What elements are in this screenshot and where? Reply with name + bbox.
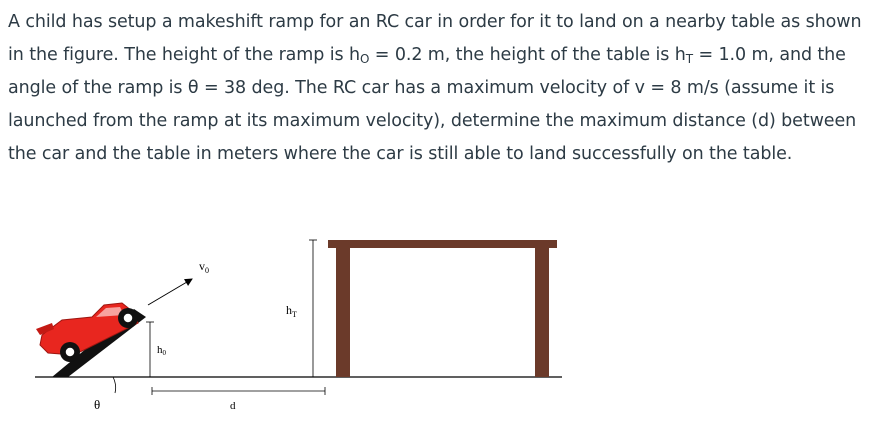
- theta-arc: [113, 377, 116, 393]
- problem-text-part1: A child has setup a makeshift ramp for an RC car in order for it to land on a nearby table as shown in the figure. The height of the ramp is h: [8, 12, 862, 65]
- v0-arrow: [148, 279, 192, 305]
- problem-text-part3: = 1.0 m, and the angle of the ramp is θ = 38 deg. The RC car has a maximum velocity of v = 8 m/s (assume it is launched from the ramp at its maximum velocity), determine the maximum distance (d) between the car and the table in meters where the car is still able to land successfully on the table.: [8, 45, 857, 164]
- v0-label: $v_0$: [199, 259, 209, 275]
- car-wheel-rear-icon: [60, 342, 80, 362]
- ht-subscript: T: [685, 52, 693, 66]
- ramp-table-figure: [0, 225, 872, 425]
- d-label: d: [230, 400, 236, 412]
- theta-label: θ: [94, 397, 101, 412]
- problem-text-part2: = 0.2 m, the height of the table is h: [369, 45, 686, 65]
- problem-statement: [8, 6, 866, 171]
- ht-label: $h_T$: [286, 303, 297, 319]
- table: [328, 240, 557, 377]
- h0-label: h0: [157, 344, 166, 357]
- h0-subscript: O: [359, 52, 370, 66]
- table-leg-left: [336, 248, 350, 377]
- car-wheel-front-icon: [118, 308, 138, 328]
- table-leg-right: [535, 248, 549, 377]
- table-top: [328, 240, 557, 248]
